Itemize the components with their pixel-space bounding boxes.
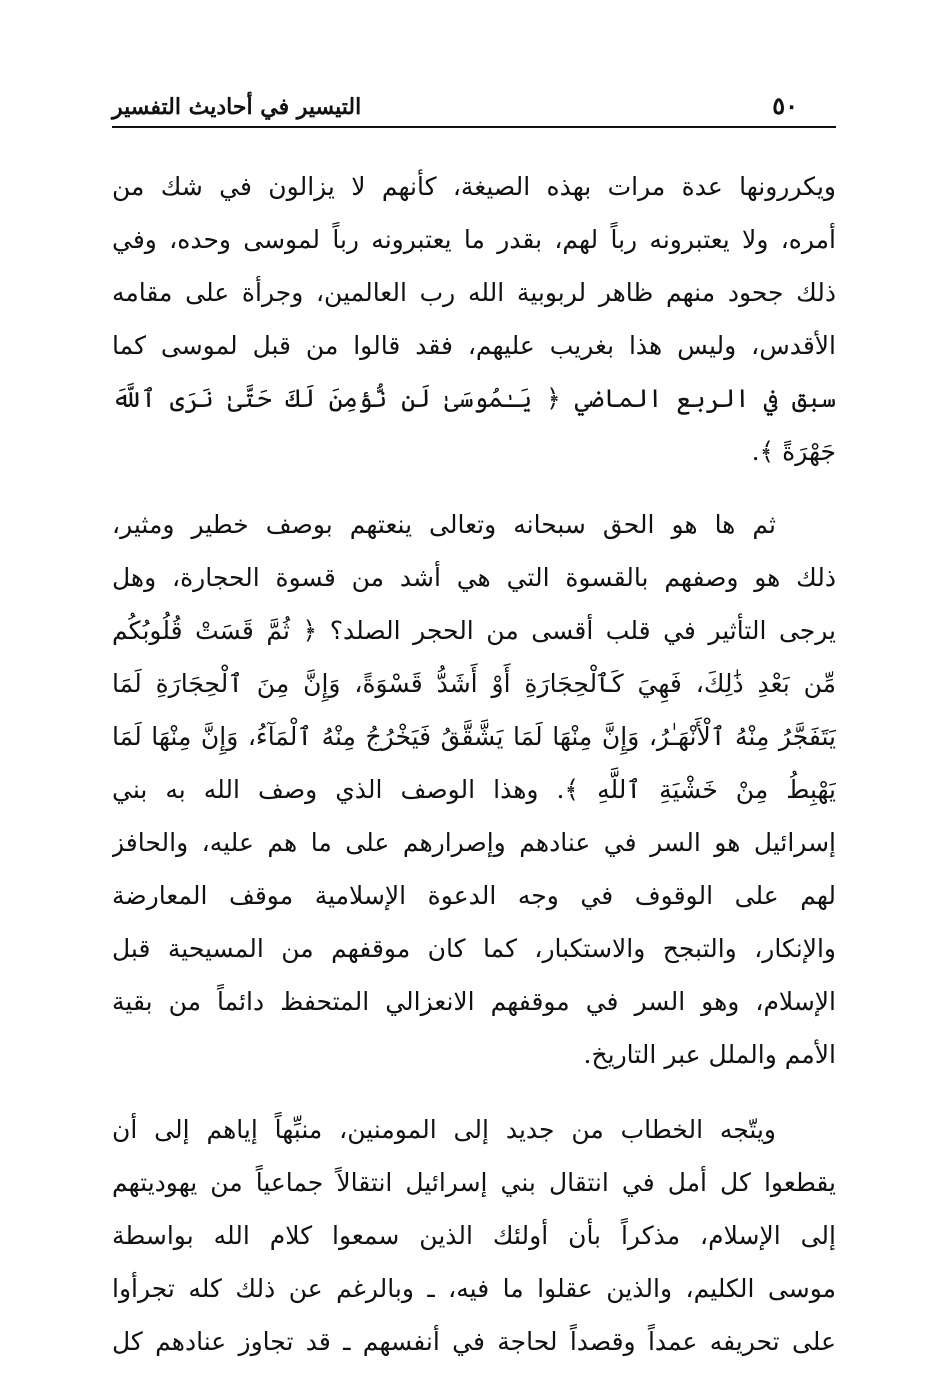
body-text <box>112 160 836 1368</box>
text-line: والإنكار، والتبجح والاستكبار، كما كان موقفهم من المسيحية قبل <box>112 934 836 963</box>
text-line: إلى الإسلام، مذكراً بأن أولئك الذين سمعوا كلام الله بواسطة <box>112 1221 836 1250</box>
book-title: التيسير في أحاديث التفسير <box>112 94 362 120</box>
text-line: يَهْبِطُ مِنْ خَشْيَةِ ٱللَّهِ ﴾. وهذا الوصف الذي وصف الله به بني <box>112 775 836 804</box>
text-line: يرجى التأثير في قلب أقسى من الحجر الصلد؟ ﴿ ثُمَّ قَسَتْ قُلُوبُكُم <box>112 616 836 645</box>
text-line: ويتّجه الخطاب من جديد إلى المومنين، منبِّهاً إياهم إلى أن <box>112 1115 776 1144</box>
text-line: الأمم والملل عبر التاريخ. <box>583 1040 836 1069</box>
text-line: ثم ها هو الحق سبحانه وتعالى ينعتهم بوصف خطير ومثير، <box>112 510 776 539</box>
text-line: أمره، ولا يعتبرونه رباً لهم، بقدر ما يعتبرونه رباً لموسى وحده، وفي <box>112 225 836 254</box>
text-line: الأقدس، وليس هذا بغريب عليهم، فقد قالوا من قبل لموسى كما <box>112 331 836 360</box>
paragraph <box>112 160 836 478</box>
text-line: موسى الكليم، والذين عقلوا ما فيه، ـ وبالرغم عن ذلك كله تجرأوا <box>112 1274 836 1303</box>
text-line: ذلك جحود منهم ظاهر لربوبية الله رب العالمين، وجرأة على مقامه <box>112 278 836 307</box>
text-line: جَهْرَةً ﴾. <box>751 437 836 466</box>
running-header <box>112 92 836 128</box>
text-line: يَتَفَجَّرُ مِنْهُ ٱلْأَنْهَـٰرُ، وَإِنَّ مِنْهَا لَمَا يَشَّقَّقُ فَيَخْرُجُ مِنْهُ ٱلْمَآءُ، وَإِنَّ مِنْهَا لَمَا <box>112 722 836 751</box>
text-line: ذلك هو وصفهم بالقسوة التي هي أشد من قسوة الحجارة، وهل <box>112 563 836 592</box>
text-line: إسرائيل هو السر في عنادهم وإصرارهم على ما هم عليه، والحافز <box>112 828 836 857</box>
text-line: لهم على الوقوف في وجه الدعوة الإسلامية موقف المعارضة <box>112 881 836 910</box>
text-line: الإسلام، وهو السر في موقفهم الانعزالي المتحفظ دائماً من بقية <box>112 987 836 1016</box>
page-number: ٥٠ <box>772 91 798 120</box>
text-line: ويكررونها عدة مرات بهذه الصيغة، كأنهم لا يزالون في شك من <box>112 172 836 201</box>
text-line: مِّن بَعْدِ ذَٰلِكَ، فَهِيَ كَٱلْحِجَارَةِ أَوْ أَشَدُّ قَسْوَةً، وَإِنَّ مِنَ ٱلْحِجَارَةِ لَمَا <box>112 669 836 698</box>
text-line: سبق في الربع الماضي ﴿ يَـٰمُوسَىٰ لَن نُّؤمِنَ لَكَ حَتَّىٰ نَرَى ٱللَّهَ <box>112 384 836 413</box>
text-line: على تحريفه عمداً وقصداً لحاجة في أنفسهم ـ قد تجاوز عنادهم كل <box>112 1327 836 1356</box>
paragraph <box>112 1103 836 1368</box>
text-line: يقطعوا كل أمل في انتقال بني إسرائيل انتقالاً جماعياً من يهوديتهم <box>112 1168 836 1197</box>
paragraph <box>112 498 836 1081</box>
